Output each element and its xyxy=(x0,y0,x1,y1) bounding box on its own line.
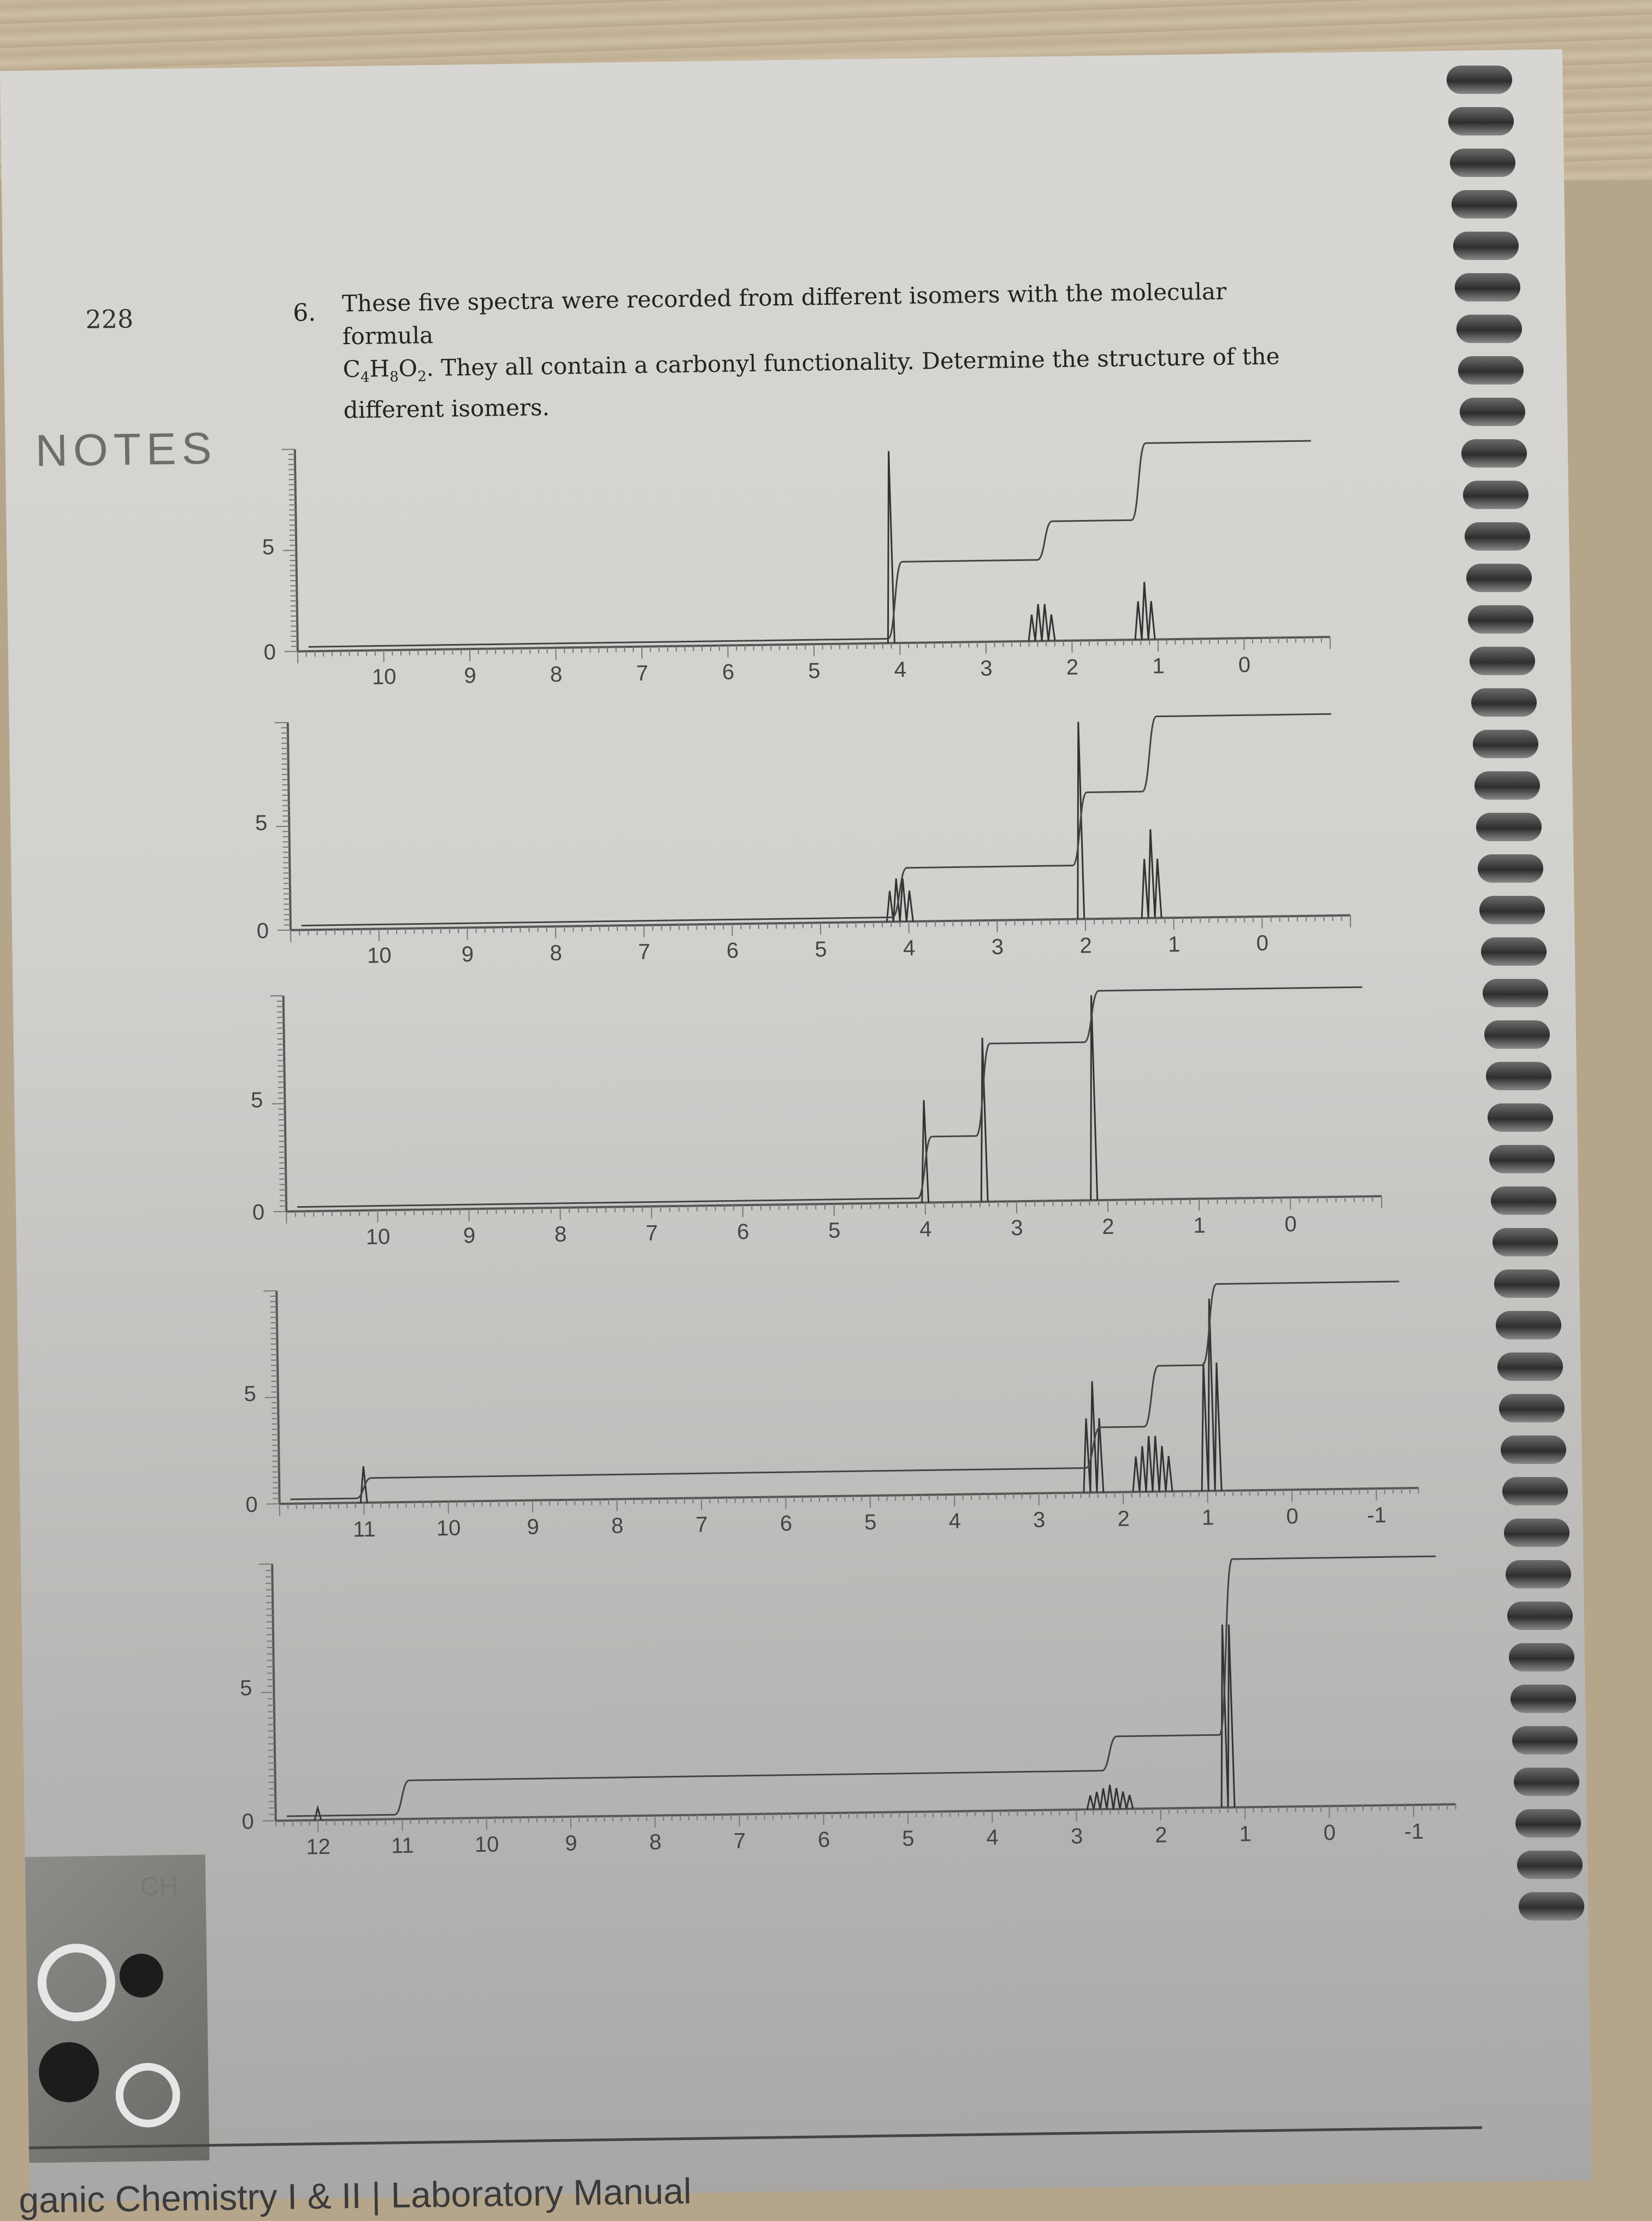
binding-ring xyxy=(1512,1726,1578,1755)
x-tick-label: 0 xyxy=(1323,1821,1336,1845)
y-tick-label: 5 xyxy=(255,811,268,835)
binding-ring xyxy=(1448,107,1514,135)
binding-ring xyxy=(1517,1851,1583,1879)
peak-line xyxy=(1113,1788,1120,1809)
peak-line xyxy=(1132,1456,1140,1492)
peak-line xyxy=(1083,1419,1090,1493)
x-tick-label: 10 xyxy=(365,1225,390,1249)
x-tick-label: 8 xyxy=(550,941,562,965)
x-tick-label: 5 xyxy=(864,1510,877,1534)
binding-ring xyxy=(1494,1269,1560,1298)
peak-line xyxy=(1135,601,1142,640)
x-tick-label: 6 xyxy=(818,1828,830,1852)
binding-ring xyxy=(1504,1519,1570,1547)
model-atom-white xyxy=(37,1943,116,2022)
binding-ring xyxy=(1496,1311,1561,1339)
x-tick-label: -1 xyxy=(1404,1820,1424,1844)
spectrum-2 xyxy=(253,708,1350,970)
x-tick-label: 9 xyxy=(462,942,474,966)
peak-line xyxy=(1139,1446,1146,1492)
binding-ring xyxy=(1484,1020,1550,1049)
peak-line xyxy=(1213,1362,1222,1491)
binding-ring xyxy=(1501,1436,1566,1464)
binding-ring xyxy=(1452,190,1517,218)
x-tick-label: 3 xyxy=(1071,1824,1083,1848)
footer-title: ganic Chemistry I & II | Laboratory Manual xyxy=(19,2170,692,2221)
peak-line xyxy=(906,890,913,922)
x-tick-label: 6 xyxy=(722,660,735,684)
spectrum-3 xyxy=(249,980,1382,1251)
x-tick-label: 11 xyxy=(391,1834,414,1858)
x-tick-label: 4 xyxy=(919,1217,932,1241)
peak-line xyxy=(1159,1446,1166,1492)
y-tick-label: 0 xyxy=(263,640,276,664)
x-tick-label: 5 xyxy=(815,937,827,961)
binding-ring xyxy=(1519,1892,1584,1921)
x-tick-label: 3 xyxy=(991,935,1004,959)
spectrum-1 xyxy=(261,435,1330,690)
peak-line xyxy=(1041,604,1048,641)
photo-label: CH xyxy=(140,1871,178,1902)
binding-ring xyxy=(1499,1394,1565,1422)
integral-trace xyxy=(283,1556,1439,1816)
binding-ring xyxy=(1506,1560,1571,1588)
model-atom-white-2 xyxy=(115,2063,181,2128)
binding-ring xyxy=(1473,730,1538,758)
x-tick-label: 2 xyxy=(1066,655,1079,680)
spiral-binding xyxy=(1442,66,1652,1923)
peak-line xyxy=(1200,1363,1208,1491)
binding-ring xyxy=(1515,1809,1581,1838)
notes-label: NOTES xyxy=(35,423,217,477)
binding-ring xyxy=(1453,232,1519,260)
x-tick-label: 6 xyxy=(727,938,739,962)
x-tick-label: 1 xyxy=(1168,932,1181,956)
question-line-3: different isomers. xyxy=(343,381,1316,427)
binding-ring xyxy=(1465,522,1530,551)
peak-line xyxy=(1087,1795,1094,1810)
page-number: 228 xyxy=(85,304,134,334)
x-tick-label: 1 xyxy=(1202,1505,1214,1529)
molecule-model-photo xyxy=(25,1854,210,2163)
binding-ring xyxy=(1447,66,1512,94)
x-tick-label: 7 xyxy=(695,1513,708,1537)
y-tick-label: 5 xyxy=(262,535,275,559)
integral-trace xyxy=(294,987,1365,1207)
peak-line xyxy=(1152,1436,1159,1492)
y-tick-label: 0 xyxy=(241,1810,254,1834)
x-tick-label: 1 xyxy=(1152,654,1165,678)
y-tick-label: 0 xyxy=(245,1493,258,1517)
x-tick-label: 6 xyxy=(780,1511,793,1535)
spectrum-5 xyxy=(238,1547,1456,1860)
peak-line xyxy=(1100,1788,1107,1809)
binding-ring xyxy=(1492,1228,1558,1256)
x-tick-label: 4 xyxy=(986,1826,999,1850)
y-tick-label: 0 xyxy=(252,1200,265,1224)
peak-line xyxy=(1141,582,1148,640)
x-tick-label: 0 xyxy=(1284,1212,1297,1236)
binding-ring xyxy=(1476,813,1542,841)
x-tick-label: 1 xyxy=(1239,1822,1252,1846)
manual-page xyxy=(0,49,1592,2202)
x-tick-label: 0 xyxy=(1238,653,1250,677)
model-atom-black xyxy=(38,2042,99,2103)
peak-line xyxy=(1141,859,1149,918)
x-tick-label: 8 xyxy=(550,663,563,687)
peak-line xyxy=(1048,615,1055,641)
x-tick-label: 4 xyxy=(948,1509,961,1533)
peak-line xyxy=(1028,615,1035,641)
x-tick-label: 7 xyxy=(638,940,651,964)
x-tick-label: 4 xyxy=(894,658,907,682)
x-tick-label: -1 xyxy=(1367,1503,1386,1527)
peak-line xyxy=(315,1808,321,1820)
binding-ring xyxy=(1461,439,1527,468)
question-line-1: These five spectra were recorded from different isomers with the molecular formula xyxy=(342,274,1315,353)
binding-ring xyxy=(1491,1186,1556,1215)
x-tick-label: 12 xyxy=(306,1835,331,1859)
x-tick-label: 9 xyxy=(463,1224,476,1248)
formula-sub-3: 2 xyxy=(417,369,427,385)
integral-trace xyxy=(306,441,1314,647)
x-tick-label: 0 xyxy=(1286,1504,1299,1528)
x-tick-label: 10 xyxy=(475,1833,499,1857)
formula-h: H xyxy=(369,355,390,382)
binding-ring xyxy=(1456,315,1522,343)
integral-trace xyxy=(299,714,1334,925)
peak-line xyxy=(1035,604,1042,641)
x-tick-label: 3 xyxy=(980,657,993,681)
x-tick-label: 4 xyxy=(903,936,916,960)
y-tick-label: 5 xyxy=(251,1088,263,1112)
binding-ring xyxy=(1474,771,1540,800)
binding-ring xyxy=(1471,688,1537,717)
formula-c: C xyxy=(343,356,361,382)
x-tick-label: 10 xyxy=(436,1516,461,1540)
x-tick-label: 2 xyxy=(1102,1215,1114,1239)
peak-line xyxy=(1148,601,1155,639)
model-atom-black-2 xyxy=(119,1953,163,1998)
x-tick-label: 9 xyxy=(565,1832,577,1856)
question-line-2-rest: . They all contain a carbonyl functionality. Determine the structure of the xyxy=(426,342,1280,381)
x-tick-label: 10 xyxy=(367,943,392,968)
peak-line xyxy=(1075,722,1084,919)
binding-ring xyxy=(1458,356,1524,385)
x-tick-label: 9 xyxy=(527,1515,539,1539)
x-tick-label: 7 xyxy=(636,661,648,686)
x-tick-label: 3 xyxy=(1033,1508,1046,1532)
binding-ring xyxy=(1455,273,1520,302)
peak-line xyxy=(1120,1792,1126,1809)
formula-sub-1: 4 xyxy=(361,369,370,386)
x-tick-label: 8 xyxy=(649,1830,662,1854)
x-tick-label: 8 xyxy=(554,1222,567,1247)
x-tick-label: 7 xyxy=(646,1221,658,1245)
y-tick-label: 5 xyxy=(240,1676,252,1700)
binding-ring xyxy=(1479,896,1545,924)
x-tick-label: 5 xyxy=(808,659,821,683)
y-tick-label: 5 xyxy=(244,1382,256,1406)
x-tick-label: 0 xyxy=(1256,931,1268,955)
formula-o: O xyxy=(398,355,417,381)
binding-ring xyxy=(1466,564,1532,592)
binding-ring xyxy=(1468,605,1533,634)
binding-ring xyxy=(1483,979,1548,1007)
binding-ring xyxy=(1511,1685,1576,1713)
x-tick-label: 2 xyxy=(1079,934,1092,958)
peak-line xyxy=(1094,1792,1100,1809)
formula-sub-2: 8 xyxy=(390,369,399,385)
x-tick-label: 2 xyxy=(1117,1507,1130,1531)
peak-line xyxy=(1154,859,1162,918)
peak-line xyxy=(1165,1456,1172,1491)
nmr-spectra-figure xyxy=(0,49,1592,2202)
binding-ring xyxy=(1486,1062,1551,1090)
binding-ring xyxy=(1478,854,1543,883)
x-tick-label: 11 xyxy=(353,1517,376,1542)
binding-ring xyxy=(1488,1103,1553,1132)
peak-line xyxy=(1106,1785,1113,1809)
binding-ring xyxy=(1514,1768,1579,1796)
binding-ring xyxy=(1497,1352,1563,1381)
binding-ring xyxy=(1509,1643,1574,1671)
x-tick-label: 1 xyxy=(1193,1213,1206,1237)
peak-line xyxy=(1147,829,1155,918)
x-tick-label: 7 xyxy=(734,1829,746,1853)
question-number: 6. xyxy=(293,299,316,327)
x-tick-label: 3 xyxy=(1011,1216,1023,1240)
binding-ring xyxy=(1481,937,1547,966)
x-tick-label: 2 xyxy=(1155,1823,1167,1847)
binding-ring xyxy=(1460,398,1525,426)
binding-ring xyxy=(1489,1145,1555,1173)
x-tick-label: 9 xyxy=(464,664,476,688)
x-axis xyxy=(280,1488,1419,1504)
binding-ring xyxy=(1470,647,1535,675)
x-tick-label: 5 xyxy=(828,1219,841,1243)
binding-ring xyxy=(1502,1477,1568,1505)
y-tick-label: 0 xyxy=(256,919,269,943)
binding-ring xyxy=(1450,149,1515,177)
peak-line xyxy=(1126,1795,1133,1809)
peak-line xyxy=(360,1466,367,1503)
x-tick-label: 10 xyxy=(372,665,397,689)
x-tick-label: 8 xyxy=(611,1514,624,1538)
binding-ring xyxy=(1507,1602,1573,1630)
peak-line xyxy=(1146,1436,1153,1492)
binding-ring xyxy=(1463,481,1529,509)
x-tick-label: 6 xyxy=(737,1220,750,1244)
integral-trace xyxy=(287,1281,1402,1499)
x-tick-label: 5 xyxy=(902,1827,914,1851)
spectrum-4 xyxy=(243,1275,1419,1543)
